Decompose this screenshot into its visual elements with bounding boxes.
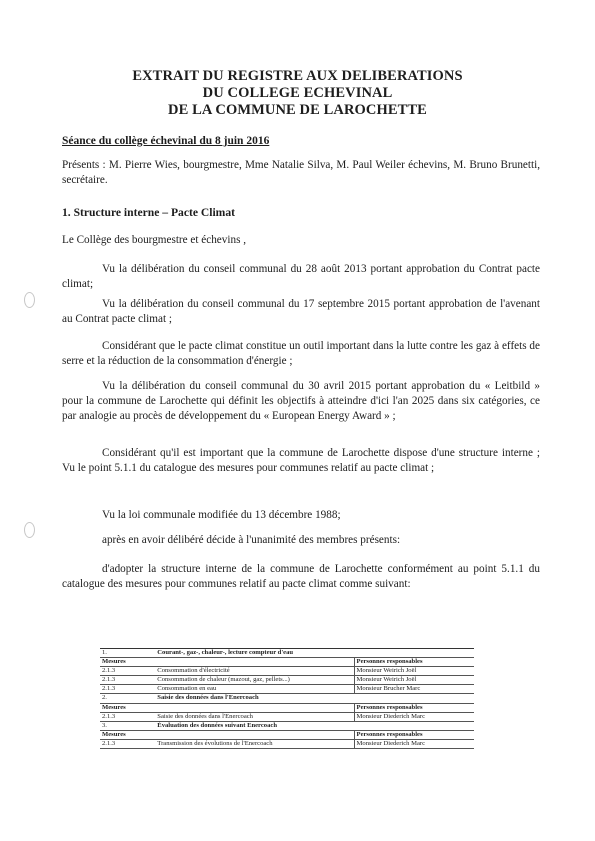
table-cell: Monsieur Diederich Marc — [354, 739, 474, 748]
table-cell: Personnes responsables — [354, 658, 474, 667]
register-title-line-2: DU COLLEGE ECHEVINAL — [202, 85, 393, 101]
college-paragraph: Le Collège des bourgmestre et échevins , — [62, 234, 247, 246]
table-cell: 1. — [100, 649, 155, 658]
table-cell: 2.1.3 — [100, 739, 155, 748]
paragraph-2: Vu la délibération du conseil communal du 17 septembre 2015 portant approbation de l'avenant au Contrat pacte climat ; — [62, 298, 540, 325]
responsibility-table — [100, 648, 474, 749]
table-section-row — [100, 694, 474, 703]
table-cell: Courant-, gaz-, chaleur-, lecture compteur d'eau — [155, 649, 354, 658]
table-cell — [354, 694, 474, 703]
table-row — [100, 667, 474, 676]
register-title-line-3: DE LA COMMUNE DE LAROCHETTE — [168, 102, 427, 118]
table-cell: 2.1.3 — [100, 676, 155, 685]
table-cell: Monsieur Weirich Joël — [354, 667, 474, 676]
table-header-row — [100, 703, 474, 712]
table-cell — [354, 721, 474, 730]
table-cell: Consommation en eau — [155, 685, 354, 694]
table-cell: Transmission des évolutions de l'Enercoach — [155, 739, 354, 748]
table-cell — [155, 703, 354, 712]
table-cell: Mesures — [100, 730, 155, 739]
table-cell: Mesures — [100, 703, 155, 712]
table-cell: 3. — [100, 721, 155, 730]
table-header-row — [100, 730, 474, 739]
table-section-row — [100, 649, 474, 658]
table-cell: Monsieur Weirich Joël — [354, 676, 474, 685]
paragraph-8: d'adopter la structure interne de la commune de Larochette conformément au point 5.1.1 du catalogue des mesures pour communes relatif au pacte climat comme suivant: — [62, 563, 540, 590]
table-row — [100, 739, 474, 748]
table-cell — [155, 730, 354, 739]
paragraph-1: Vu la délibération du conseil communal du 28 août 2013 portant approbation du Contrat pacte climat; — [62, 263, 540, 290]
paragraph-6: Vu la loi communale modifiée du 13 décembre 1988; — [102, 509, 341, 521]
table-cell: Mesures — [100, 658, 155, 667]
table-cell: Monsieur Brucher Marc — [354, 685, 474, 694]
table-cell: Saisie des données dans l'Enercoach — [155, 694, 354, 703]
attendees-paragraph: Présents : M. Pierre Wies, bourgmestre, Mme Natalie Silva, M. Paul Weiler échevins, M. Bruno Brunetti, secrétaire. — [62, 159, 540, 186]
table-cell — [354, 649, 474, 658]
table-cell: 2. — [100, 694, 155, 703]
table-row — [100, 676, 474, 685]
session-date-heading: Séance du collège échevinal du 8 juin 2016 — [62, 135, 270, 147]
table-cell: Monsieur Diederich Marc — [354, 712, 474, 721]
section-title: 1. Structure interne – Pacte Climat — [62, 206, 236, 219]
table-cell: 2.1.3 — [100, 685, 155, 694]
table-row — [100, 685, 474, 694]
table-cell: Saisie des données dans l'Enercoach — [155, 712, 354, 721]
paragraph-7: après en avoir délibéré décide à l'unanimité des membres présents: — [102, 534, 401, 546]
paragraph-4: Vu la délibération du conseil communal du 30 avril 2015 portant approbation du « Leitbild » pour la commune de Larochette qui définit les objectifs à atteindre d'ici l'an 2025 dans six catégories, ce par analogie au procès de développement du « European Energy Award » ; — [62, 380, 540, 422]
table-cell: Évaluation des données suivant Enercoach — [155, 721, 354, 730]
table-cell — [155, 658, 354, 667]
paragraph-3: Considérant que le pacte climat constitue un outil important dans la lutte contre les gaz à effets de serre et la réduction de la consommation d'énergie ; — [62, 340, 540, 367]
table-row — [100, 712, 474, 721]
table-cell: Consommation de chaleur (mazout, gaz, pellets...) — [155, 676, 354, 685]
table-cell: 2.1.3 — [100, 667, 155, 676]
table-section-row — [100, 721, 474, 730]
table-cell: Personnes responsables — [354, 730, 474, 739]
table-cell: Personnes responsables — [354, 703, 474, 712]
table-cell: Consommation d'électricité — [155, 667, 354, 676]
register-title-line-1: EXTRAIT DU REGISTRE AUX DELIBERATIONS — [132, 68, 463, 84]
punch-hole-mark — [24, 292, 35, 308]
paragraph-5: Considérant qu'il est important que la commune de Larochette dispose d'une structure interne ; Vu le point 5.1.1 du catalogue des mesures pour communes relatif au pacte climat ; — [62, 447, 540, 474]
table-header-row — [100, 658, 474, 667]
punch-hole-mark — [24, 522, 35, 538]
table-cell: 2.1.3 — [100, 712, 155, 721]
